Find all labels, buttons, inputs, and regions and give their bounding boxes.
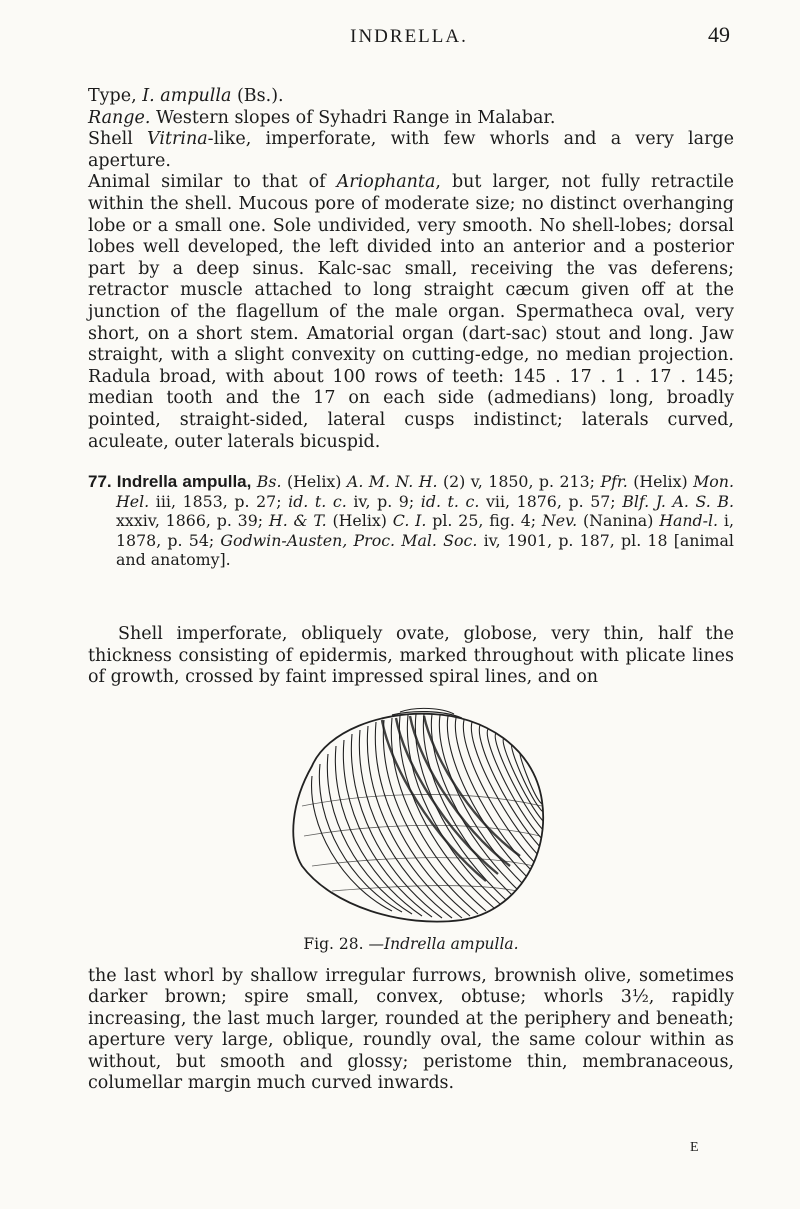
snail-shell-icon: [272, 706, 552, 926]
species-synonymy: [88, 472, 734, 570]
ref-ci: C. I.: [392, 511, 427, 531]
ref-godwin: Godwin-Austen, Proc. Mal. Soc.: [220, 530, 478, 550]
shell-line: [88, 129, 734, 172]
figure-number: Fig. 28.: [303, 935, 364, 953]
ref-detail-6: pl. 25, fig. 4;: [426, 511, 542, 531]
ref-work: Mon. Hel.: [116, 472, 735, 511]
species-entry: [88, 472, 734, 570]
shell-description-text: Shell imperforate, obliquely ovate, globose, very thin, half the thickness consisting of epidermis, marked throughout with plicate lines of growth, crossed by faint impressed spiral lines, and on: [88, 624, 734, 688]
species-author: Bs.: [251, 472, 282, 491]
range-label: Range.: [88, 107, 151, 128]
page-number: 49: [708, 22, 730, 47]
animal-text-a: Animal similar to that of: [88, 172, 337, 193]
range-line: [88, 108, 734, 130]
shell-text-a: Shell: [88, 129, 148, 150]
figure-species: Indrella ampulla.: [383, 935, 519, 953]
ref-handl: Hand-l.: [659, 511, 719, 531]
shell-text-b: -like, imperforate, with few whorls and a very large aperture.: [88, 129, 734, 171]
animal-genus: Ariophanta: [336, 172, 436, 193]
ref-genus-2: (Helix): [627, 472, 694, 491]
ref-detail-3: vii, 1876, p. 57;: [479, 491, 623, 511]
ref-genus: (Helix): [281, 472, 347, 491]
ref-detail-2: iv, p. 9;: [346, 491, 421, 511]
animal-paragraph: [88, 172, 734, 453]
ref-ht: H. & T.: [268, 511, 327, 531]
ref-detail-5: (Helix): [326, 511, 393, 531]
ref-volume: (2) v, 1850, p. 213;: [437, 472, 595, 491]
species-name: Indrella ampulla,: [116, 472, 252, 491]
type-label: Type,: [88, 86, 143, 106]
type-author: (Bs.).: [231, 86, 284, 106]
ref-detail-7: (Nanina): [577, 511, 660, 531]
species-number: 77.: [88, 472, 117, 491]
ref-author: Pfr.: [600, 472, 628, 491]
range-text: Western slopes of Syhadri Range in Malabar.: [150, 107, 556, 128]
type-species: I. ampulla: [142, 86, 232, 106]
ref-detail-8: i, 1878, p. 54;: [116, 511, 734, 550]
ref-idtc: id. t. c.: [288, 491, 347, 511]
shell-figure: [272, 706, 552, 926]
ref-journal: A. M. N. H.: [346, 472, 438, 491]
page-header: [88, 22, 730, 52]
shell-description-part-1: [88, 624, 734, 689]
running-title: INDRELLA.: [350, 26, 468, 47]
type-line: [88, 86, 734, 108]
shell-description-part-2: [88, 966, 734, 1094]
signature-mark: E: [690, 1140, 699, 1155]
ref-blf: Blf. J. A. S. B.: [622, 491, 735, 511]
genus-description: [88, 86, 734, 453]
animal-text-b: , but larger, not fully retractile within the shell. Mucous pore of moderate size; no distinct overhanging lobe or a small one. Sole undivided, very smooth. No shell-lobes; dorsal lobes well developed, the left divided into an anterior and a posterior part by a deep sinus. Kalc-sac small, receiving the vas deferens; retractor muscle attached to long straight cæcum given off at the junction of the flagellum of the male organ. Spermatheca oval, very short, on a short stem. Amatorial organ (dart-sac) stout and long. Jaw straight, with a slight convexity on cutting-edge, no median projection. Radula broad, with about 100 rows of teeth: 145 . 17 . 1 . 17 . 145; median tooth and the 17 on each side (admedians) long, broadly pointed, straight-sided, lateral cusps indistinct; laterals curved, aculeate, outer laterals bicuspid.: [88, 172, 734, 452]
shell-description-continued: the last whorl by shallow irregular furrows, brownish olive, sometimes darker brown; spire small, convex, obtuse; whorls 3½, rapidly increasing, the last much larger, rounded at the periphery and beneath; aperture very large, oblique, roundly oval, the same colour within as without, but smooth and glossy; peristome thin, membranaceous, columellar margin much curved inwards.: [88, 966, 734, 1094]
ref-nev: Nev.: [541, 511, 578, 531]
shell-genus: Vitrina: [147, 129, 208, 150]
ref-detail-4: xxxiv, 1866, p. 39;: [116, 511, 269, 531]
ref-detail: iii, 1853, p. 27;: [149, 491, 289, 511]
caption-dash: —: [363, 935, 384, 953]
figure-caption: [88, 935, 734, 953]
ref-idtc-2: id. t. c.: [420, 491, 480, 511]
ref-detail-9: iv, 1901, p. 187, pl. 18 [animal and anatomy].: [116, 530, 734, 570]
